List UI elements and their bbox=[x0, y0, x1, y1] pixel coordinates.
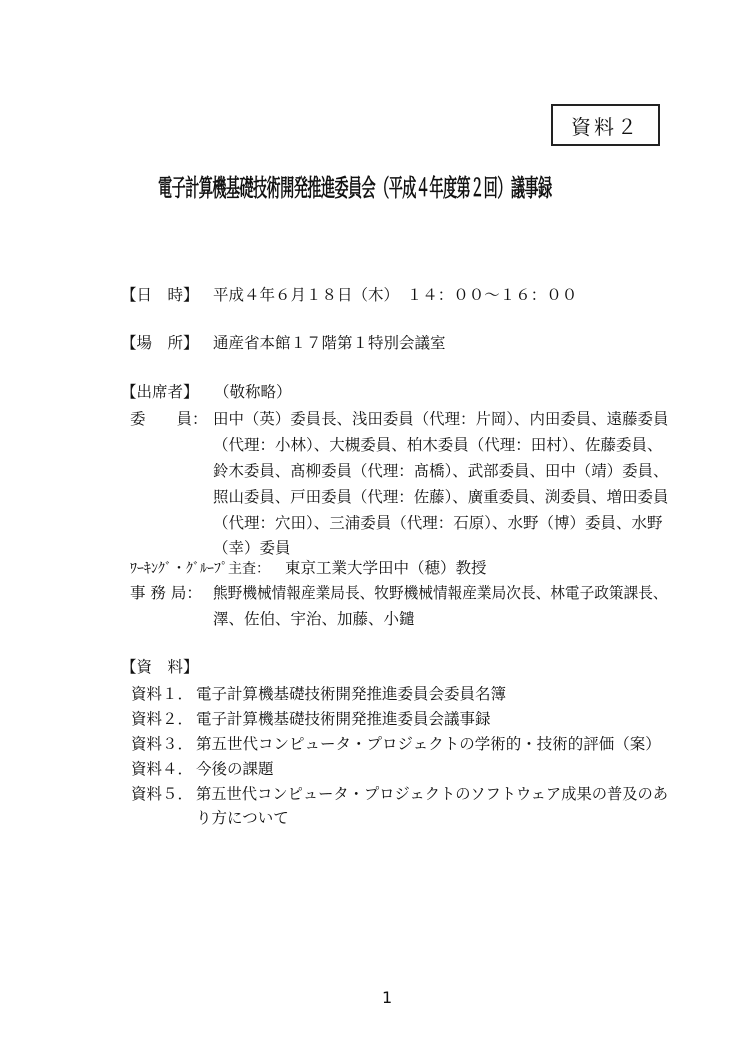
secretariat-line: 熊野機械情報産業局長、牧野機械情報産業局次長、林電子政策課長、 bbox=[213, 584, 668, 602]
material-number: 資料２． bbox=[131, 710, 194, 728]
place-label: 【場 所】 bbox=[121, 334, 199, 352]
page-title: 電子計算機基礎技術開発推進委員会（平成４年度第２回）議事録 bbox=[158, 174, 552, 202]
members-line: 田中（英）委員長、浅田委員（代理：片岡）、内田委員、遠藤委員 bbox=[213, 410, 669, 428]
page-number: 1 bbox=[382, 988, 393, 1007]
members-label: 委 員： bbox=[130, 410, 208, 428]
members-line: （代理：穴田）、三浦委員（代理：石原）、水野（博）委員、水野 bbox=[213, 514, 663, 532]
material-title: 今後の課題 bbox=[196, 760, 274, 778]
datetime-value: 平成４年６月１８日（木） １４：００～１６：００ bbox=[213, 286, 578, 304]
secretariat-line: 澤、佐伯、宇治、加藤、小鑓 bbox=[213, 610, 415, 628]
material-title-continued: り方について bbox=[196, 809, 289, 827]
material-title: 第五世代コンピュータ・プロジェクトのソフトウェア成果の普及のあ bbox=[196, 785, 669, 803]
material-number: 資料５． bbox=[131, 785, 194, 803]
wg-value: 東京工業大学田中（穂）教授 bbox=[285, 559, 487, 577]
members-line: （代理：小林）、大槻委員、柏木委員（代理：田村）、佐藤委員、 bbox=[213, 436, 663, 454]
material-number: 資料３． bbox=[131, 735, 194, 753]
attendees-label: 【出席者】 bbox=[121, 383, 199, 401]
datetime-label: 【日 時】 bbox=[121, 286, 199, 304]
material-title: 第五世代コンピュータ・プロジェクトの学術的・技術的評価（案） bbox=[196, 735, 661, 753]
wg-label: ﾜｰｷﾝｸﾞ・ｸﾞﾙｰﾌﾟ主査： bbox=[130, 561, 270, 577]
materials-label: 【資 料】 bbox=[121, 658, 199, 676]
members-line: 鈴木委員、髙柳委員（代理：髙橋）、武部委員、田中（靖）委員、 bbox=[213, 462, 669, 480]
material-title: 電子計算機基礎技術開発推進委員会議事録 bbox=[196, 710, 491, 728]
attendees-note: （敬称略） bbox=[214, 383, 292, 401]
material-number: 資料１． bbox=[131, 685, 194, 703]
material-title: 電子計算機基礎技術開発推進委員会委員名簿 bbox=[196, 685, 507, 703]
members-line: （幸）委員 bbox=[213, 539, 291, 557]
secretariat-label: 事 務 局： bbox=[130, 584, 202, 602]
material-number: 資料４． bbox=[131, 760, 194, 778]
document-label: 資料２ bbox=[551, 104, 660, 146]
place-value: 通産省本館１７階第１特別会議室 bbox=[213, 334, 446, 352]
members-line: 照山委員、戸田委員（代理：佐藤）、廣重委員、渕委員、増田委員 bbox=[213, 488, 669, 506]
